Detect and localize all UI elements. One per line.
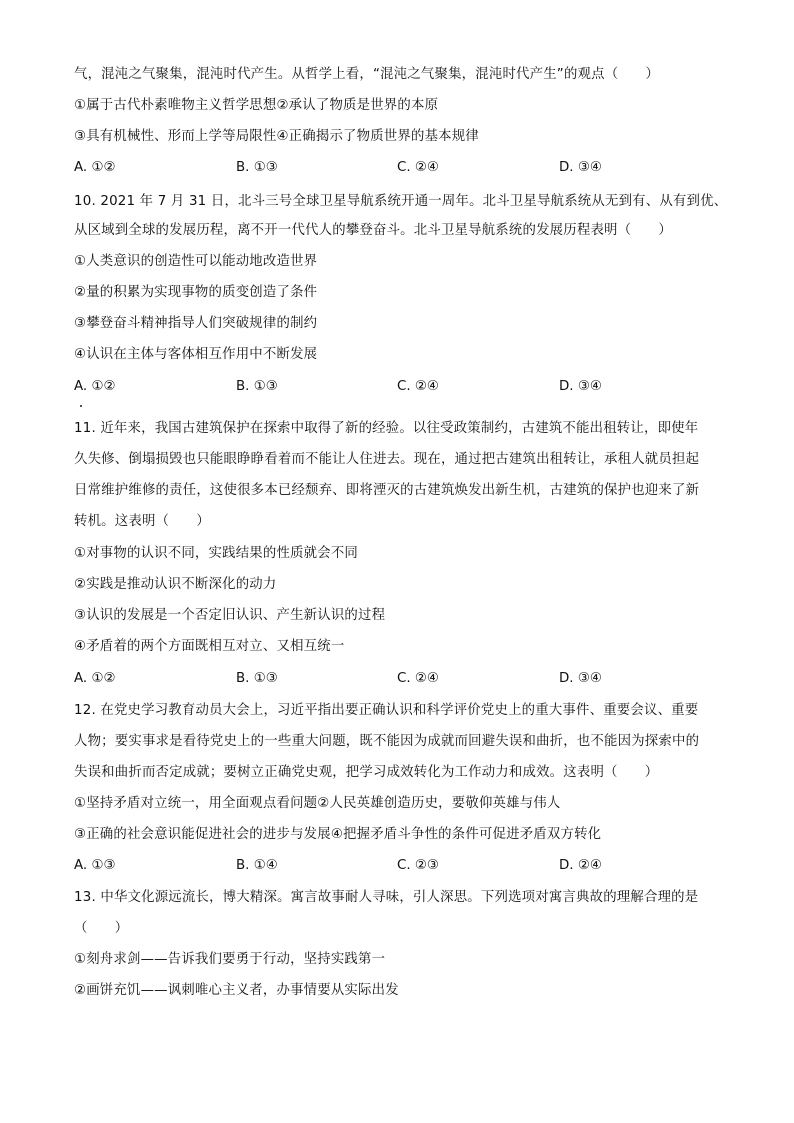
q10-stem-line-1: 10. 2021 年 7 月 31 日，北斗三号全球卫星导航系统开通一周年。北斗卫星导航系统从无到有、从有到优、 bbox=[74, 194, 728, 209]
q12-option-d: D. ②④ bbox=[559, 858, 602, 873]
q11-options bbox=[74, 670, 726, 688]
q12-stem-line-3: 失误和曲折而否定成就；要树立正确党史观，把学习成效转化为工作动力和成效。这表明（ ） bbox=[74, 765, 659, 780]
q12-option-c: C. ②③ bbox=[397, 858, 439, 873]
q11-option-b: B. ①③ bbox=[236, 671, 278, 686]
q10-option-b: B. ①③ bbox=[236, 379, 278, 394]
q10-option-d: D. ③④ bbox=[559, 379, 602, 394]
q13-stem-line-2: （ ） bbox=[74, 921, 129, 936]
q11-option-d: D. ③④ bbox=[559, 671, 602, 686]
q9-option-d: D. ③④ bbox=[559, 160, 602, 175]
q9-option-a: A. ①② bbox=[74, 160, 116, 175]
stray-mark bbox=[80, 405, 82, 407]
q11-stem-line-4: 转机。这表明（ ） bbox=[74, 514, 210, 529]
q10-statement-1: ①人类意识的创造性可以能动地改造世界 bbox=[74, 254, 318, 269]
q11-statement-1: ①对事物的认识不同，实践结果的性质就会不同 bbox=[74, 546, 359, 561]
q12-option-b: B. ①④ bbox=[236, 858, 278, 873]
q10-stem-line-2: 从区域到全球的发展历程，离不开一代代人的攀登奋斗。北斗卫星导航系统的发展历程表明（ ） bbox=[74, 223, 672, 238]
q11-option-c: C. ②④ bbox=[397, 671, 439, 686]
q12-options bbox=[74, 857, 726, 875]
q9-statement-1-2: ①属于古代朴素唯物主义哲学思想②承认了物质是世界的本原 bbox=[74, 98, 439, 113]
q12-option-a: A. ①③ bbox=[74, 858, 116, 873]
q11-stem-line-1: 11. 近年来，我国古建筑保护在探索中取得了新的经验。以往受政策制约，古建筑不能出租转让，即使年 bbox=[74, 421, 699, 436]
q11-option-a: A. ①② bbox=[74, 671, 116, 686]
q12-statement-3-4: ③正确的社会意识能促进社会的进步与发展④把握矛盾斗争性的条件可促进矛盾双方转化 bbox=[74, 827, 602, 842]
q11-statement-2: ②实践是推动认识不断深化的动力 bbox=[74, 577, 277, 592]
q13-statement-1: ①刻舟求剑——告诉我们要勇于行动，坚持实践第一 bbox=[74, 952, 386, 967]
q11-statement-3: ③认识的发展是一个否定旧认识、产生新认识的过程 bbox=[74, 608, 386, 623]
q10-statement-4: ④认识在主体与客体相互作用中不断发展 bbox=[74, 347, 318, 362]
q9-statement-3-4: ③具有机械性、形而上学等局限性④正确揭示了物质世界的基本规律 bbox=[74, 129, 479, 144]
q12-stem-line-2: 人物；要实事求是看待党史上的一些重大问题，既不能因为成就而回避失误和曲折，也不能因为探索中的 bbox=[74, 734, 700, 749]
q12-statement-1-2: ①坚持矛盾对立统一，用全面观点看问题②人民英雄创造历史，要敬仰英雄与伟人 bbox=[74, 796, 561, 811]
q9-stem-continuation: 气，混沌之气聚集，混沌时代产生。从哲学上看，“混沌之气聚集，混沌时代产生”的观点（ ） bbox=[74, 67, 660, 82]
q11-stem-line-3: 日常维护维修的责任，这使很多本已经颓弃、即将湮灭的古建筑焕发出新生机，古建筑的保护也迎来了新 bbox=[74, 483, 700, 498]
q10-statement-2: ②量的积累为实现事物的质变创造了条件 bbox=[74, 285, 318, 300]
q13-stem-line-1: 13. 中华文化源远流长，博大精深。寓言故事耐人寻味，引人深思。下列选项对寓言典故的理解合理的是 bbox=[74, 890, 699, 905]
q9-option-b: B. ①③ bbox=[236, 160, 278, 175]
q10-option-a: A. ①② bbox=[74, 379, 116, 394]
q10-options bbox=[74, 378, 726, 396]
q11-statement-4: ④矛盾着的两个方面既相互对立、又相互统一 bbox=[74, 639, 345, 654]
q9-options bbox=[74, 159, 726, 177]
q12-stem-line-1: 12. 在党史学习教育动员大会上，习近平指出要正确认识和科学评价党史上的重大事件、重要会议、重要 bbox=[74, 703, 699, 718]
q9-option-c: C. ②④ bbox=[397, 160, 439, 175]
q11-stem-line-2: 久失修、倒塌损毁也只能眼睁睁看着而不能让人住进去。现在，通过把古建筑出租转让，承租人就员担起 bbox=[74, 452, 700, 467]
q10-statement-3: ③攀登奋斗精神指导人们突破规律的制约 bbox=[74, 316, 318, 331]
q10-option-c: C. ②④ bbox=[397, 379, 439, 394]
q13-statement-2: ②画饼充饥——讽刺唯心主义者，办事情要从实际出发 bbox=[74, 983, 399, 998]
